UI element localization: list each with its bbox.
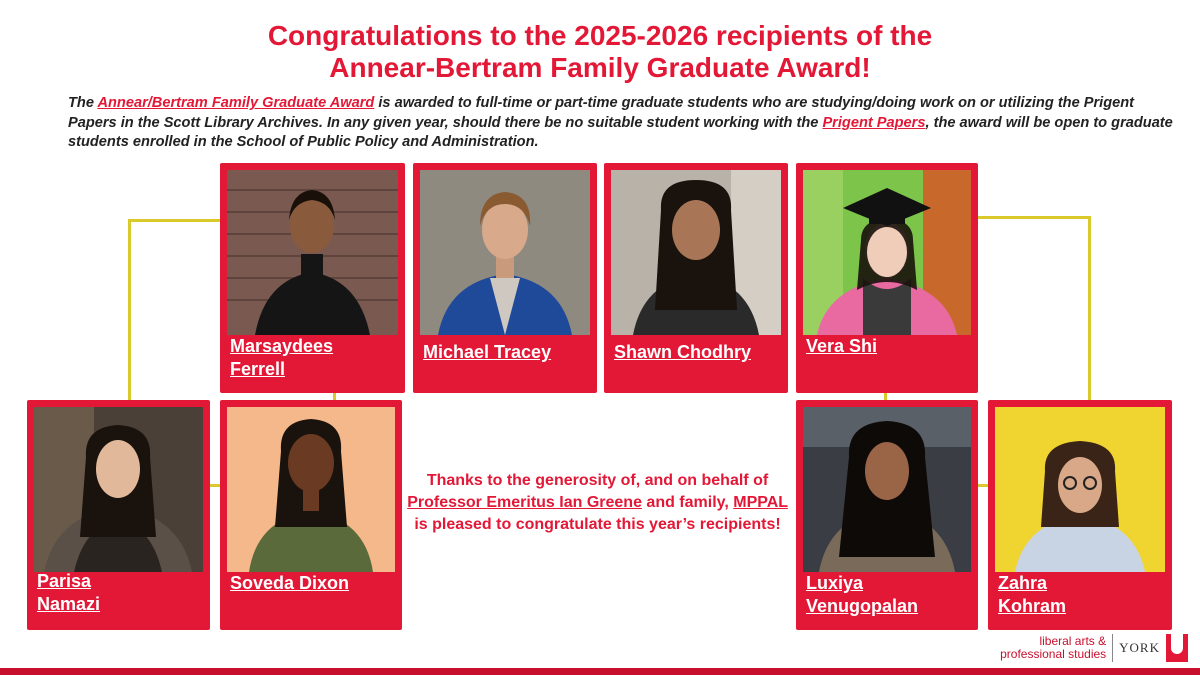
- recipient-photo: [611, 170, 781, 335]
- logo-separator: [1112, 634, 1113, 662]
- title-line-2: Annear-Bertram Family Graduate Award!: [329, 52, 871, 83]
- recipient-name[interactable]: Shawn Chodhry: [614, 342, 752, 362]
- prigent-papers-link[interactable]: Prigent Papers: [822, 114, 926, 131]
- recipient-photo: [995, 407, 1165, 572]
- recipient-card: [27, 400, 210, 630]
- recipient-card: [796, 163, 978, 393]
- desc-intro: The: [68, 95, 98, 111]
- connector-line: [128, 219, 131, 400]
- thanks-text-1: Thanks to the generosity of, and on behalf of: [426, 472, 769, 489]
- bottom-bar: [0, 668, 1200, 675]
- desc-text-1: is awarded to full-time or part-time graduate students who are studying/doing work on or utilizing the Prigent Papers in the Scott Library Archives. In any given year, should there be no suitable student working with the: [68, 95, 1135, 131]
- thanks-message: [400, 470, 795, 536]
- york-laps-logo: [1000, 633, 1188, 663]
- recipient-photo: [803, 170, 971, 335]
- recipient-name[interactable]: Vera Shi: [806, 336, 878, 356]
- connector-line: [128, 219, 220, 222]
- recipient-card: [796, 400, 978, 630]
- recipient-name[interactable]: Luxiya Venugopalan: [806, 573, 919, 616]
- logo-line-1: liberal arts &: [1039, 634, 1107, 648]
- logo-line-2: professional studies: [1000, 647, 1107, 661]
- award-description: [68, 94, 1180, 153]
- title-line-1: Congratulations to the 2025-2026 recipients of the: [267, 20, 933, 51]
- recipient-photo: [227, 170, 398, 335]
- recipient-name[interactable]: Soveda Dixon: [230, 573, 350, 593]
- recipient-photo: [227, 407, 395, 572]
- recipient-photo: [803, 407, 971, 572]
- recipient-photo: [34, 407, 203, 572]
- recipient-photo: [420, 170, 590, 335]
- recipient-card: [220, 163, 405, 393]
- recipient-name[interactable]: Zahra Kohram: [998, 573, 1067, 616]
- logo-text: [1000, 635, 1106, 661]
- york-u-icon: [1166, 634, 1188, 662]
- recipient-name[interactable]: Marsaydees Ferrell: [230, 336, 334, 379]
- recipient-card: [988, 400, 1172, 630]
- thanks-text-3: is pleased to congratulate this year’s recipients!: [414, 516, 781, 533]
- page-title: [0, 20, 1200, 84]
- connector-line: [978, 484, 988, 487]
- recipient-name[interactable]: Michael Tracey: [423, 342, 552, 362]
- award-link[interactable]: Annear/Bertram Family Graduate Award: [97, 95, 375, 111]
- york-wordmark: YORK: [1119, 640, 1160, 655]
- connector-line: [1088, 216, 1091, 401]
- recipient-card: [413, 163, 597, 393]
- thanks-text-2: and family,: [641, 494, 734, 511]
- recipient-card: [220, 400, 402, 630]
- recipient-card: [604, 163, 788, 393]
- professor-link[interactable]: Professor Emeritus Ian Greene: [407, 494, 642, 511]
- mppal-link[interactable]: MPPAL: [733, 494, 788, 511]
- recipient-name[interactable]: Parisa Namazi: [37, 571, 101, 614]
- connector-line: [978, 216, 1091, 219]
- desc-text-2: , the award will be open to graduate students enrolled in the School of Public Policy and Administration.: [68, 114, 1173, 150]
